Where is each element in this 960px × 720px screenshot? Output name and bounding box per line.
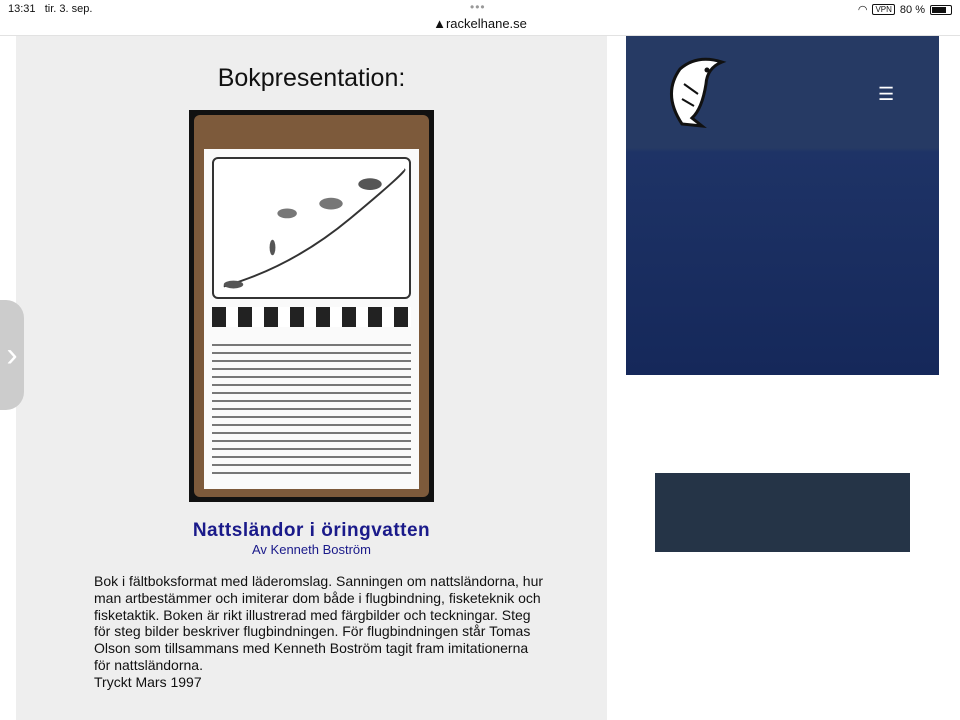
tab-dots-icon[interactable]: ••• xyxy=(470,0,486,14)
battery-percent: 80 % xyxy=(899,3,925,16)
sidebar-toggle[interactable] xyxy=(0,300,24,410)
status-bar xyxy=(0,0,960,36)
sidebar-widget xyxy=(655,473,910,552)
status-time: 13:31 tir. 3. sep. xyxy=(8,3,93,15)
wifi-icon: ◠ xyxy=(857,4,868,16)
book-author: Av Kenneth Boström xyxy=(252,542,371,557)
book-image xyxy=(189,110,434,502)
book-presentation xyxy=(16,36,607,720)
header-hero xyxy=(626,36,939,375)
page-title: Bokpresentation: xyxy=(217,64,406,92)
hamburger-icon[interactable]: ☰ xyxy=(878,84,895,104)
chevron-right-icon: › xyxy=(6,336,18,374)
vpn-badge: VPN xyxy=(872,4,894,15)
book-description: Bok i fältboksformat med läderomslag. Sanningen om nattsländorna, hur man artbestämmer och imiterar dom både i flugbindning, fisketeknik och fisketaktik. Boken är rikt illustrerad med färgbilder och teckningar. Steg för steg bilder beskriver flugbindningen. För flugbindningen står Tomas Olson som tillsammans med Kenneth Boström tagit fram imitationerna för nattsländorna. Tryckt Mars 1997 xyxy=(94,573,544,690)
fish-logo[interactable] xyxy=(662,54,728,135)
book-title: Nattsländor i öringvatten xyxy=(192,520,431,541)
caddis-illustration xyxy=(212,157,411,299)
address-bar[interactable]: ▲rackelhane.se xyxy=(433,16,527,31)
url-text: rackelhane.se xyxy=(445,16,527,31)
battery-icon xyxy=(930,5,952,15)
